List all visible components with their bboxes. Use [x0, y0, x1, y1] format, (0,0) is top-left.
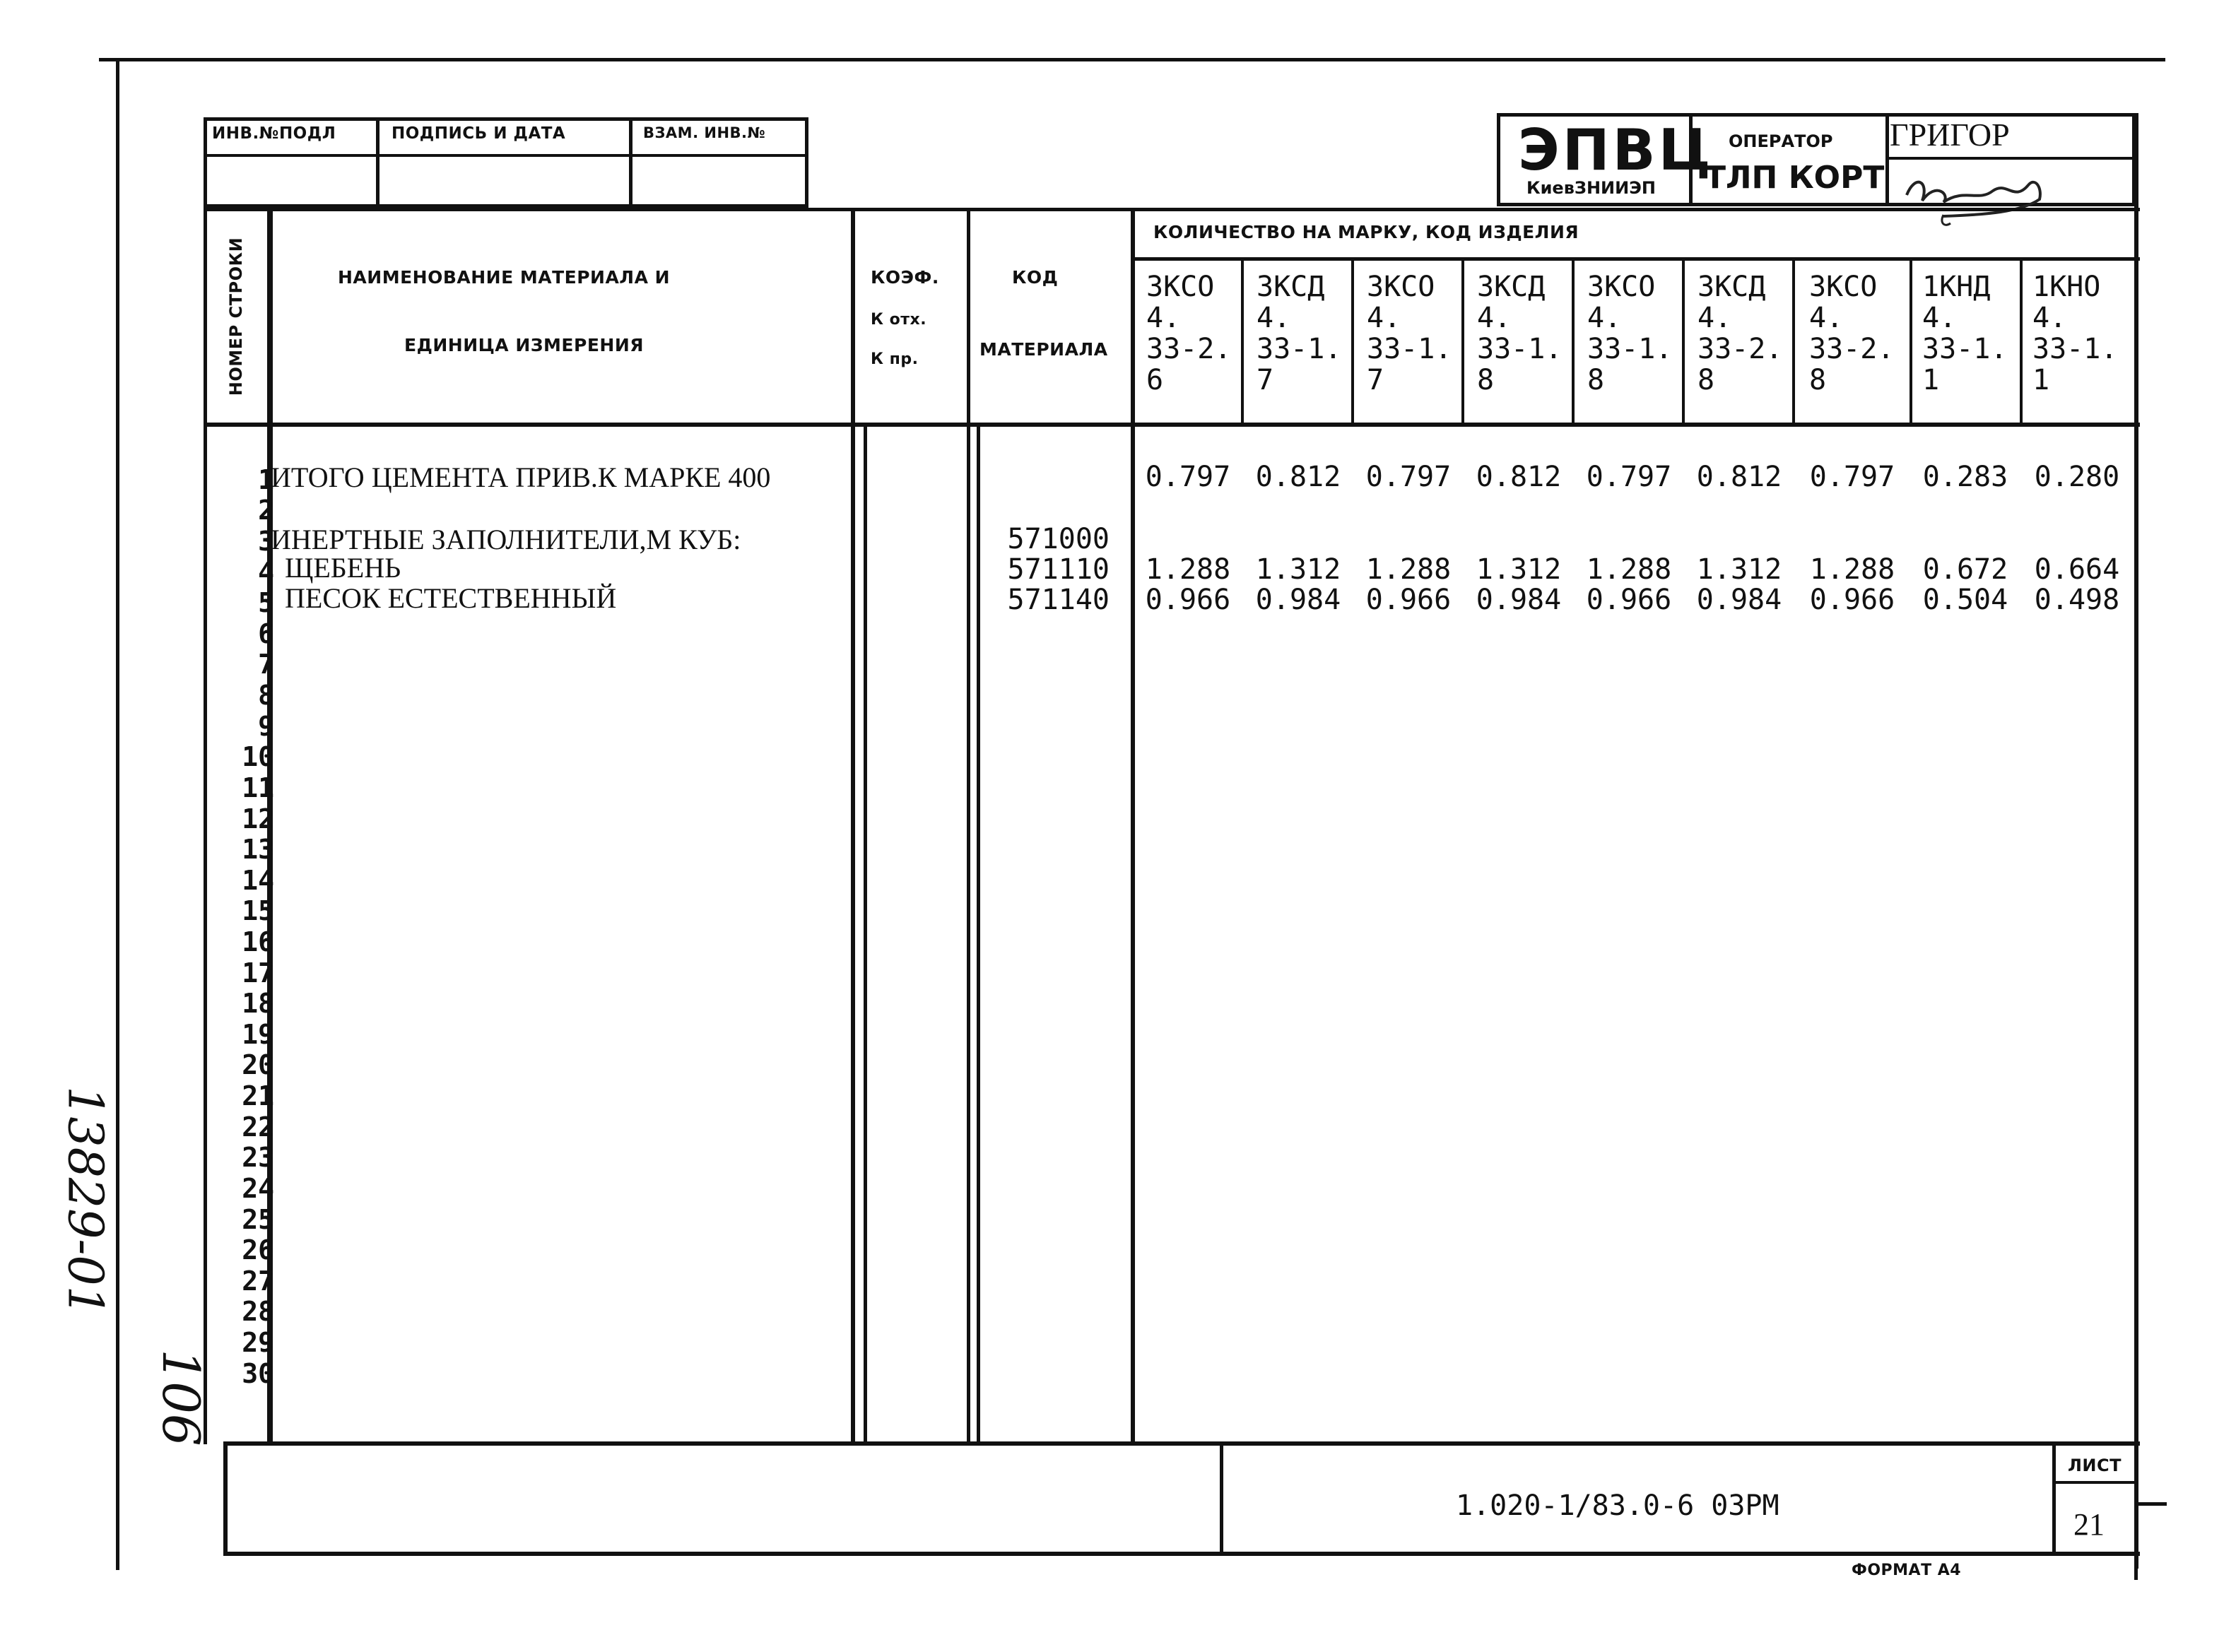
col-div-koef	[967, 208, 970, 1444]
material-name: ИНЕРТНЫЕ ЗАПОЛНИТЕЛИ,М КУБ:	[271, 524, 741, 555]
col-div-name	[851, 208, 855, 1444]
org-name: ЭПВЦ	[1518, 117, 1714, 183]
col-header-3: ЗКСО 4. 33-1. 7	[1367, 271, 1452, 396]
code-header-line2: МАТЕРИАЛА	[979, 339, 1108, 360]
material-code: 571140	[1007, 584, 1110, 616]
table-bottom	[223, 1441, 2140, 1446]
row-number: 12	[242, 803, 274, 834]
qty-col-div-5	[1682, 259, 1685, 425]
code-header-line1: КОД	[1012, 267, 1059, 288]
qty-value: 0.283	[1922, 461, 2008, 493]
row-number-header: НОМЕР СТРОКИ	[226, 237, 246, 396]
row-number: 23	[242, 1142, 274, 1173]
qty-value: 1.288	[1365, 553, 1452, 586]
person-name: ГРИГОР	[1890, 117, 2010, 153]
row-number: 13	[242, 834, 274, 865]
row-number: 6	[258, 618, 274, 649]
col-header-9: 1КНО 4. 33-1. 1	[2032, 271, 2118, 396]
sheet-box-mid	[2052, 1481, 2137, 1484]
sheet-tick	[2138, 1502, 2167, 1506]
col-header-4: ЗКСД 4. 33-1. 8	[1477, 271, 1563, 396]
col-header-2: ЗКСД 4. 33-1. 7	[1257, 271, 1342, 396]
row-number: 3	[258, 526, 274, 557]
qty-header-line	[1131, 257, 2140, 261]
stamp-div1	[376, 117, 379, 208]
col-div-koef-inner	[977, 424, 980, 1444]
row-number: 7	[258, 649, 274, 680]
row-number: 11	[242, 772, 274, 803]
col-header-6: ЗКСД 4. 33-2. 8	[1697, 271, 1783, 396]
row-number: 26	[242, 1234, 274, 1265]
row-number: 15	[242, 895, 274, 926]
material-code: 571000	[1007, 523, 1110, 555]
sheet-box-left	[2052, 1441, 2056, 1554]
format-label: ФОРМАТ А4	[1852, 1562, 1962, 1579]
row-number: 17	[242, 957, 274, 989]
material-name: ЩЕБЕНЬ	[271, 552, 401, 584]
qty-value: 0.797	[1586, 461, 1672, 493]
qty-col-div-1	[1241, 259, 1244, 425]
footer-bottom	[223, 1552, 2140, 1556]
qty-value: 0.966	[1365, 584, 1452, 616]
margin-inventory-number: 13829-01	[57, 1086, 113, 1316]
qty-value: 0.812	[1255, 461, 1341, 493]
qty-value: 1.312	[1696, 553, 1782, 586]
margin-page-number: 106	[151, 1349, 211, 1446]
col-header-1: ЗКСО 4. 33-2. 6	[1146, 271, 1232, 396]
table-top	[204, 208, 2140, 211]
table-left	[204, 208, 207, 1444]
document-code: 1.020-1/83.0-6 03РМ	[1456, 1489, 1779, 1522]
org-sub: КиевЗНИИЭП	[1526, 178, 1656, 198]
col-header-8: 1КНД 4. 33-1. 1	[1922, 271, 2008, 396]
material-name: ПЕСОК ЕСТЕСТВЕННЫЙ	[271, 582, 617, 614]
row-number: 19	[242, 1019, 274, 1050]
stamp-div2	[629, 117, 632, 208]
row-number: 9	[258, 711, 274, 742]
footer-div	[1220, 1441, 1223, 1554]
qty-value: 0.966	[1145, 584, 1231, 616]
qty-col-div-2	[1351, 259, 1354, 425]
row-number: 16	[242, 926, 274, 957]
qty-value: 0.797	[1809, 461, 1895, 493]
operator-value: ТЛП КОРТ	[1705, 160, 1885, 196]
col-div-code	[1131, 208, 1135, 1444]
row-number: 25	[242, 1204, 274, 1235]
row-number: 10	[242, 741, 274, 772]
qty-col-div-8	[2020, 259, 2023, 425]
name-header-line2: ЕДИНИЦА ИЗМЕРЕНИЯ	[404, 335, 644, 355]
signature-mark	[1901, 160, 2056, 233]
qty-value: 0.664	[2034, 553, 2120, 586]
material-code: 571110	[1007, 553, 1110, 586]
row-number: 5	[258, 587, 274, 618]
name-header-line1: НАИМЕНОВАНИЕ МАТЕРИАЛА И	[338, 267, 671, 288]
qty-value: 1.288	[1586, 553, 1672, 586]
qty-value: 0.984	[1476, 584, 1562, 616]
qty-value: 1.312	[1255, 553, 1341, 586]
row-number: 1	[258, 464, 274, 495]
outer-left-border	[116, 58, 119, 1570]
col-header-5: ЗКСО 4. 33-1. 8	[1587, 271, 1673, 396]
qty-value: 0.984	[1696, 584, 1782, 616]
qty-value: 0.812	[1476, 461, 1562, 493]
row-number: 14	[242, 865, 274, 896]
operator-label: ОПЕРАТОР	[1729, 131, 1833, 151]
qty-col-div-4	[1572, 259, 1575, 425]
row-number: 4	[258, 557, 274, 588]
outer-top-border	[99, 58, 2165, 61]
sheet-label: ЛИСТ	[2068, 1456, 2122, 1475]
k-otx-header: К отх.	[871, 311, 927, 329]
row-number: 2	[258, 495, 274, 526]
qty-value: 0.797	[1365, 461, 1452, 493]
row-number: 8	[258, 680, 274, 711]
row-number: 20	[242, 1049, 274, 1080]
inv-label: ИНВ.№ПОДЛ	[212, 124, 336, 143]
row-number: 27	[242, 1265, 274, 1297]
qty-value: 1.288	[1145, 553, 1231, 586]
k-pr-header: К пр.	[871, 350, 919, 368]
material-name: ИТОГО ЦЕМЕНТА ПРИВ.К МАРКЕ 400	[271, 461, 771, 493]
qty-header: КОЛИЧЕСТВО НА МАРКУ, КОД ИЗДЕЛИЯ	[1153, 222, 1579, 242]
qty-col-div-6	[1792, 259, 1795, 425]
qty-value: 0.812	[1696, 461, 1782, 493]
qty-value: 0.966	[1809, 584, 1895, 616]
right-tail	[2134, 1554, 2138, 1580]
table-header-bottom	[204, 423, 2140, 427]
qty-value: 1.288	[1809, 553, 1895, 586]
qty-col-div-7	[1910, 259, 1912, 425]
row-number: 21	[242, 1080, 274, 1111]
row-number: 18	[242, 988, 274, 1019]
org-div2	[1885, 113, 1889, 206]
footer-left	[223, 1441, 228, 1554]
row-number: 29	[242, 1327, 274, 1358]
qty-value: 0.498	[2034, 584, 2120, 616]
row-number: 24	[242, 1173, 274, 1204]
row-number: 28	[242, 1296, 274, 1327]
stamp-mid-line	[204, 154, 808, 157]
qty-value: 1.312	[1476, 553, 1562, 586]
qty-col-div-3	[1461, 259, 1464, 425]
col-div-name-inner	[864, 424, 867, 1444]
sign-label: ПОДПИСЬ И ДАТА	[392, 124, 566, 143]
row-number: 30	[242, 1358, 274, 1389]
row-number: 22	[242, 1111, 274, 1143]
koef-header: КОЭФ.	[871, 267, 939, 288]
col-header-7: ЗКСО 4. 33-2. 8	[1809, 271, 1895, 396]
sheet-number: 21	[2073, 1507, 2105, 1542]
table-right	[2134, 113, 2138, 1569]
qty-value: 0.672	[1922, 553, 2008, 586]
qty-value: 0.984	[1255, 584, 1341, 616]
qty-value: 0.797	[1145, 461, 1231, 493]
qty-value: 0.280	[2034, 461, 2120, 493]
qty-value: 0.966	[1586, 584, 1672, 616]
vzam-label: ВЗАМ. ИНВ.№	[643, 124, 766, 141]
qty-value: 0.504	[1922, 584, 2008, 616]
